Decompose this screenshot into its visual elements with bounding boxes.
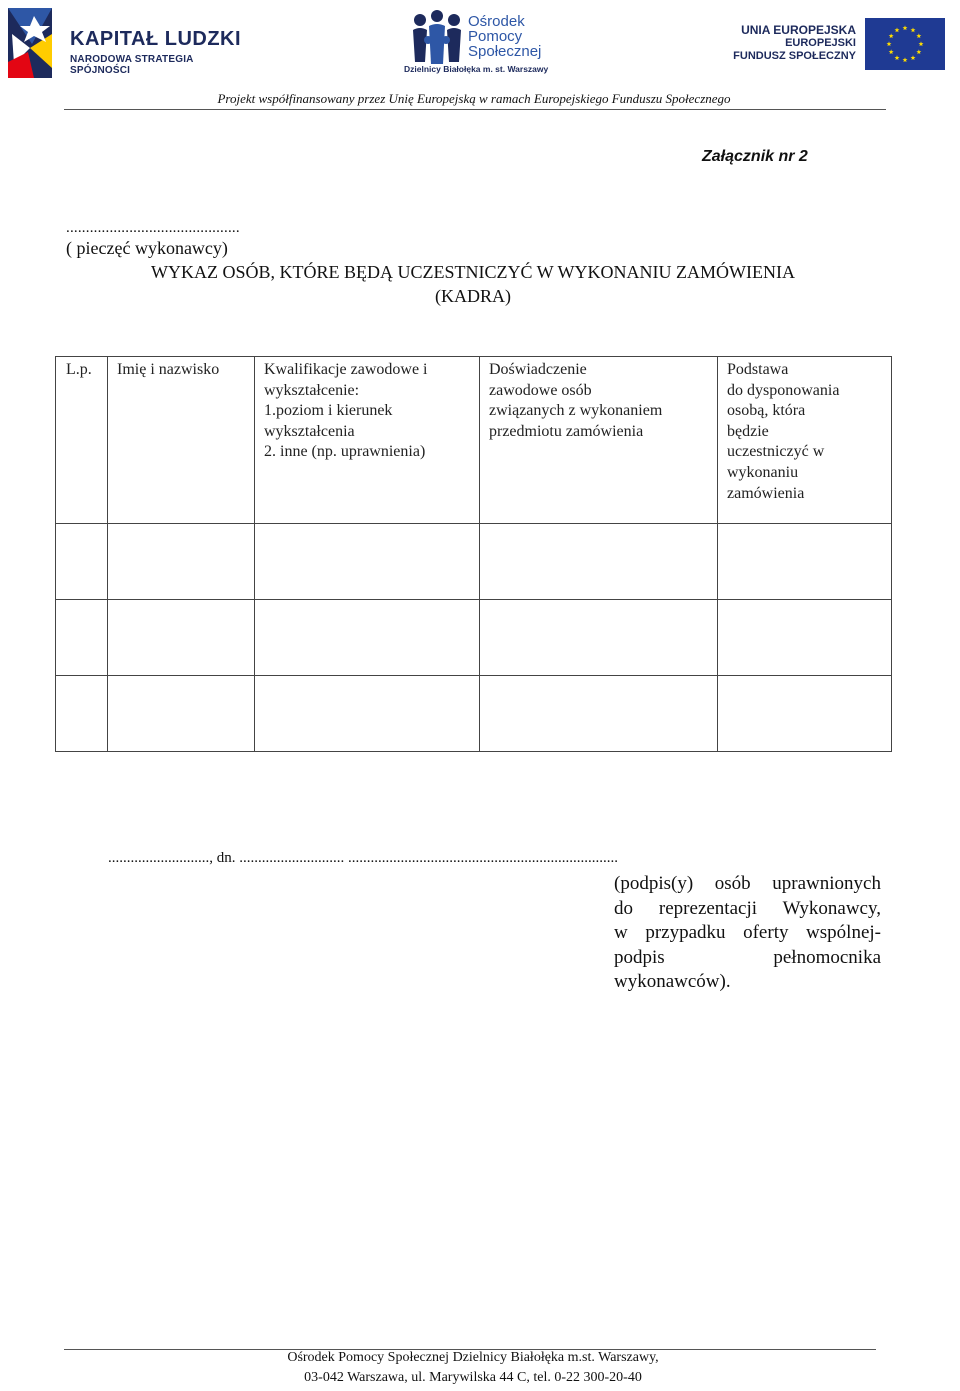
col-experience-header [480,357,718,524]
signature-line: wykonawców). [614,971,731,992]
header-text: 2. inne (np. uprawnienia) [264,443,426,461]
header-text: do dysponowania [727,381,840,399]
table-row [56,676,892,752]
col-qualifications-cell[interactable] [255,676,480,752]
col-lp-cell[interactable] [56,600,108,676]
col-name-cell[interactable] [108,600,255,676]
ops-name-line1: Ośrodek [468,13,525,30]
col-basis-header [718,357,892,524]
header-text: będzie [727,422,769,440]
header-text: wykonaniu [727,463,799,481]
ops-logo [404,8,554,78]
signature-line: podpis pełnomocnika [614,946,881,968]
col-experience-cell[interactable] [480,600,718,676]
signature-line: (podpis(y) osób uprawnionych [614,873,881,894]
place-date-line: ..........................., dn. ............................ ........................................................................ [108,850,618,866]
kapital-ludzki-title: KAPITAŁ LUDZKI [70,28,242,50]
kapital-ludzki-emblem-icon [4,4,70,82]
project-note: Projekt współfinansowany przez Unię Europejską w ramach Europejskiego Funduszu Społecznego [217,91,731,106]
signature-line: w przypadku oferty wspólnej- [614,922,881,943]
col-name-header [108,357,255,524]
header-text: zawodowe osób [489,381,592,399]
ops-name-line3: Społecznej [468,43,542,60]
table-row [56,524,892,600]
header-text: Podstawa [727,361,789,378]
col-name-cell[interactable] [108,524,255,600]
col-experience-cell[interactable] [480,676,718,752]
header-text: uczestniczyć w [727,443,825,461]
document-title-sub: (KADRA) [435,286,511,306]
header-text: osobą, która [727,402,806,420]
kapital-ludzki-subtitle: NARODOWA STRATEGIA SPÓJNOŚCI [70,54,194,76]
col-name-cell[interactable] [108,676,255,752]
ops-name-line2: Pomocy [468,28,523,45]
header-text: wykształcenie: [264,381,360,399]
family-people-icon [410,10,464,66]
document-title: WYKAZ OSÓB, KTÓRE BĘDĄ UCZESTNICZYĆ W WYKONANIU ZAMÓWIENIA [151,262,795,282]
col-experience-cell[interactable] [480,524,718,600]
col-qualifications-cell[interactable] [255,600,480,676]
header-text: wykształcenia [264,422,355,440]
header-text: 1.poziom i kierunek [264,402,393,420]
header-text: Imię i nazwisko [117,361,220,378]
signature-line: do reprezentacji Wykonawcy, [614,897,881,919]
ops-subtitle: Dzielnicy Białołęka m. st. Warszawy [404,64,549,74]
stamp-label: ( pieczęć wykonawcy) [66,238,228,258]
footer-line2: 03-042 Warszawa, ul. Marywilska 44 C, tel. 0-22 300-20-40 [304,1370,642,1385]
header-text: związanych z wykonaniem [489,402,663,420]
col-basis-cell[interactable] [718,676,892,752]
header-text: L.p. [66,361,92,378]
col-basis-cell[interactable] [718,600,892,676]
header-text: zamówienia [727,484,805,502]
header-text: przedmiotu zamówienia [489,422,644,440]
col-lp-cell[interactable] [56,676,108,752]
header-text: Doświadczenie [489,361,587,378]
col-qualifications-header [255,357,480,524]
col-lp-header [56,357,108,524]
eu-text-block [700,24,856,63]
col-qualifications-cell[interactable] [255,524,480,600]
eu-line3: FUNDUSZ SPOŁECZNY [733,50,856,62]
col-basis-cell[interactable] [718,524,892,600]
kapital-ludzki-logo [4,4,254,84]
annex-label: Załącznik nr 2 [702,148,808,165]
table-header-row [56,357,892,524]
table-row [56,600,892,676]
header-text: Kwalifikacje zawodowe i [264,361,428,378]
col-lp-cell[interactable] [56,524,108,600]
eu-line1: UNIA EUROPEJSKA [741,23,856,37]
staff-table [55,356,892,752]
eu-flag-icon [865,18,945,70]
stamp-dots: ............................................ [66,220,240,236]
header-divider [64,109,886,110]
footer-line1: Ośrodek Pomocy Społecznej Dzielnicy Białołęka m.st. Warszawy, [287,1350,659,1365]
eu-line2: EUROPEJSKI [785,37,856,49]
signature-block [614,872,881,995]
